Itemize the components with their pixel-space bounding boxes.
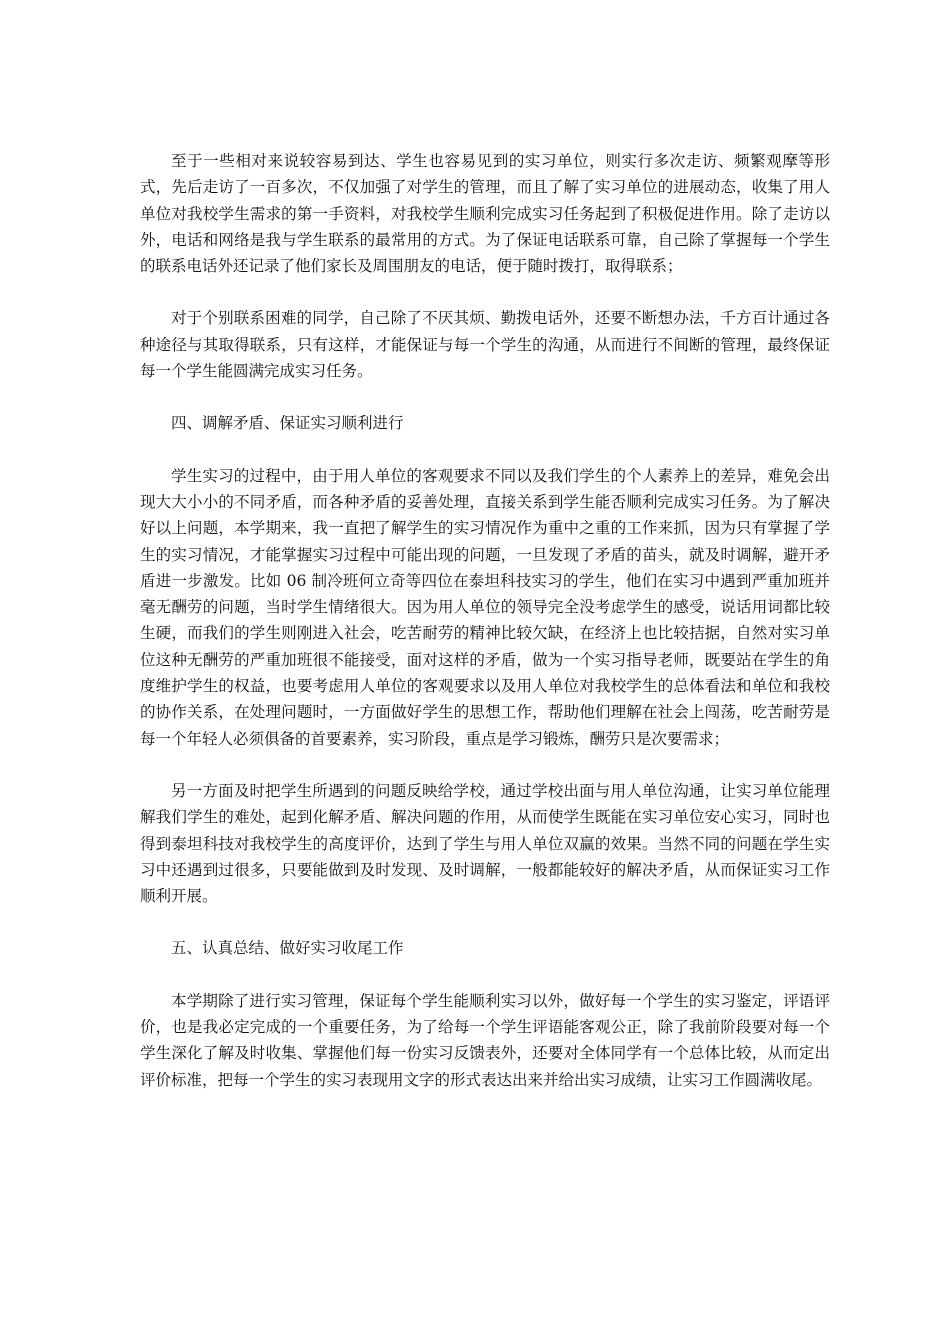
section-heading-five: 五、认真总结、做好实习收尾工作 xyxy=(171,939,404,958)
section-heading-four: 四、调解矛盾、保证实习顺利进行 xyxy=(171,414,404,433)
paragraph-contact: 对于个别联系困难的同学，自己除了不厌其烦、勤拨电话外，还要不断想办法，千方百计通过各种途径与其取得联系，只有这样，才能保证与每一个学生的沟通，从而进行不间断的管理，最终保证每一个学生能圆满完成实习任务。 xyxy=(140,309,830,381)
paragraph-summary: 本学期除了进行实习管理，保证每个学生能顺利实习以外，做好每一个学生的实习鉴定，评语评价，也是我必定完成的一个重要任务，为了给每一个学生评语能客观公正，除了我前阶段要对每一个学生深化了解及时收集、掌握他们每一份实习反馈表外，还要对全体同学有一个总体比较，从而定出评价标准，把每一个学生的实习表现用文字的形式表达出来并给出实习成绩，让实习工作圆满收尾。 xyxy=(140,991,830,1089)
paragraph-conflicts: 学生实习的过程中，由于用人单位的客观要求不同以及我们学生的个人素养上的差异，难免会出现大大小小的不同矛盾，而各种矛盾的妥善处理，直接关系到学生能否顺利完成实习任务。为了解决好以上问题，本学期来，我一直把了解学生的实习情况作为重中之重的工作来抓，因为只有掌握了学生的实习情况，才能掌握实习过程中可能出现的问题，一旦发现了矛盾的苗头，就及时调解，避开矛盾进一步激发。比如 06 制冷班何立奇等四位在泰坦科技实习的学生，他们在实习中遇到严重加班并毫无酬劳的问题，当时学生情绪很大。因为用人单位的领导完全没考虑学生的感受，说话用词都比较生硬，而我们的学生则刚进入社会，吃苦耐劳的精神比较欠缺，在经济上也比较拮据，自然对实习单位这种无酬劳的严重加班很不能接受，面对这样的矛盾，做为一个实习指导老师，既要站在学生的角度维护学生的权益，也要考虑用人单位的客观要求以及用人单位对我校学生的总体看法和单位和我校的协作关系，在处理问题时，一方面做好学生的思想工作，帮助他们理解在社会上闯荡，吃苦耐劳是每一个年轻人必须俱备的首要素养，实习阶段，重点是学习锻炼，酬劳只是次要需求； xyxy=(140,466,830,748)
paragraph-visits: 至于一些相对来说较容易到达、学生也容易见到的实习单位，则实行多次走访、频繁观摩等形式，先后走访了一百多次，不仅加强了对学生的管理，而且了解了实习单位的进展动态，收集了用人单位对我校学生需求的第一手资料，对我校学生顺利完成实习任务起到了积极促进作用。除了走访以外，电话和网络是我与学生联系的最常用的方式。为了保证电话联系可靠，自己除了掌握每一个学生的联系电话外还记录了他们家长及周围朋友的电话，便于随时拨打，取得联系； xyxy=(140,152,830,276)
paragraph-feedback: 另一方面及时把学生所遇到的问题反映给学校，通过学校出面与用人单位沟通，让实习单位能理解我们学生的难处，起到化解矛盾、解决问题的作用，从而使学生既能在实习单位安心实习，同时也得到泰坦科技对我校学生的高度评价，达到了学生与用人单位双赢的效果。当然不同的问题在学生实习中还遇到过很多，只要能做到及时发现、及时调解，一般都能较好的解决矛盾，从而保证实习工作顺利开展。 xyxy=(140,781,830,906)
document-page xyxy=(140,148,830,1119)
